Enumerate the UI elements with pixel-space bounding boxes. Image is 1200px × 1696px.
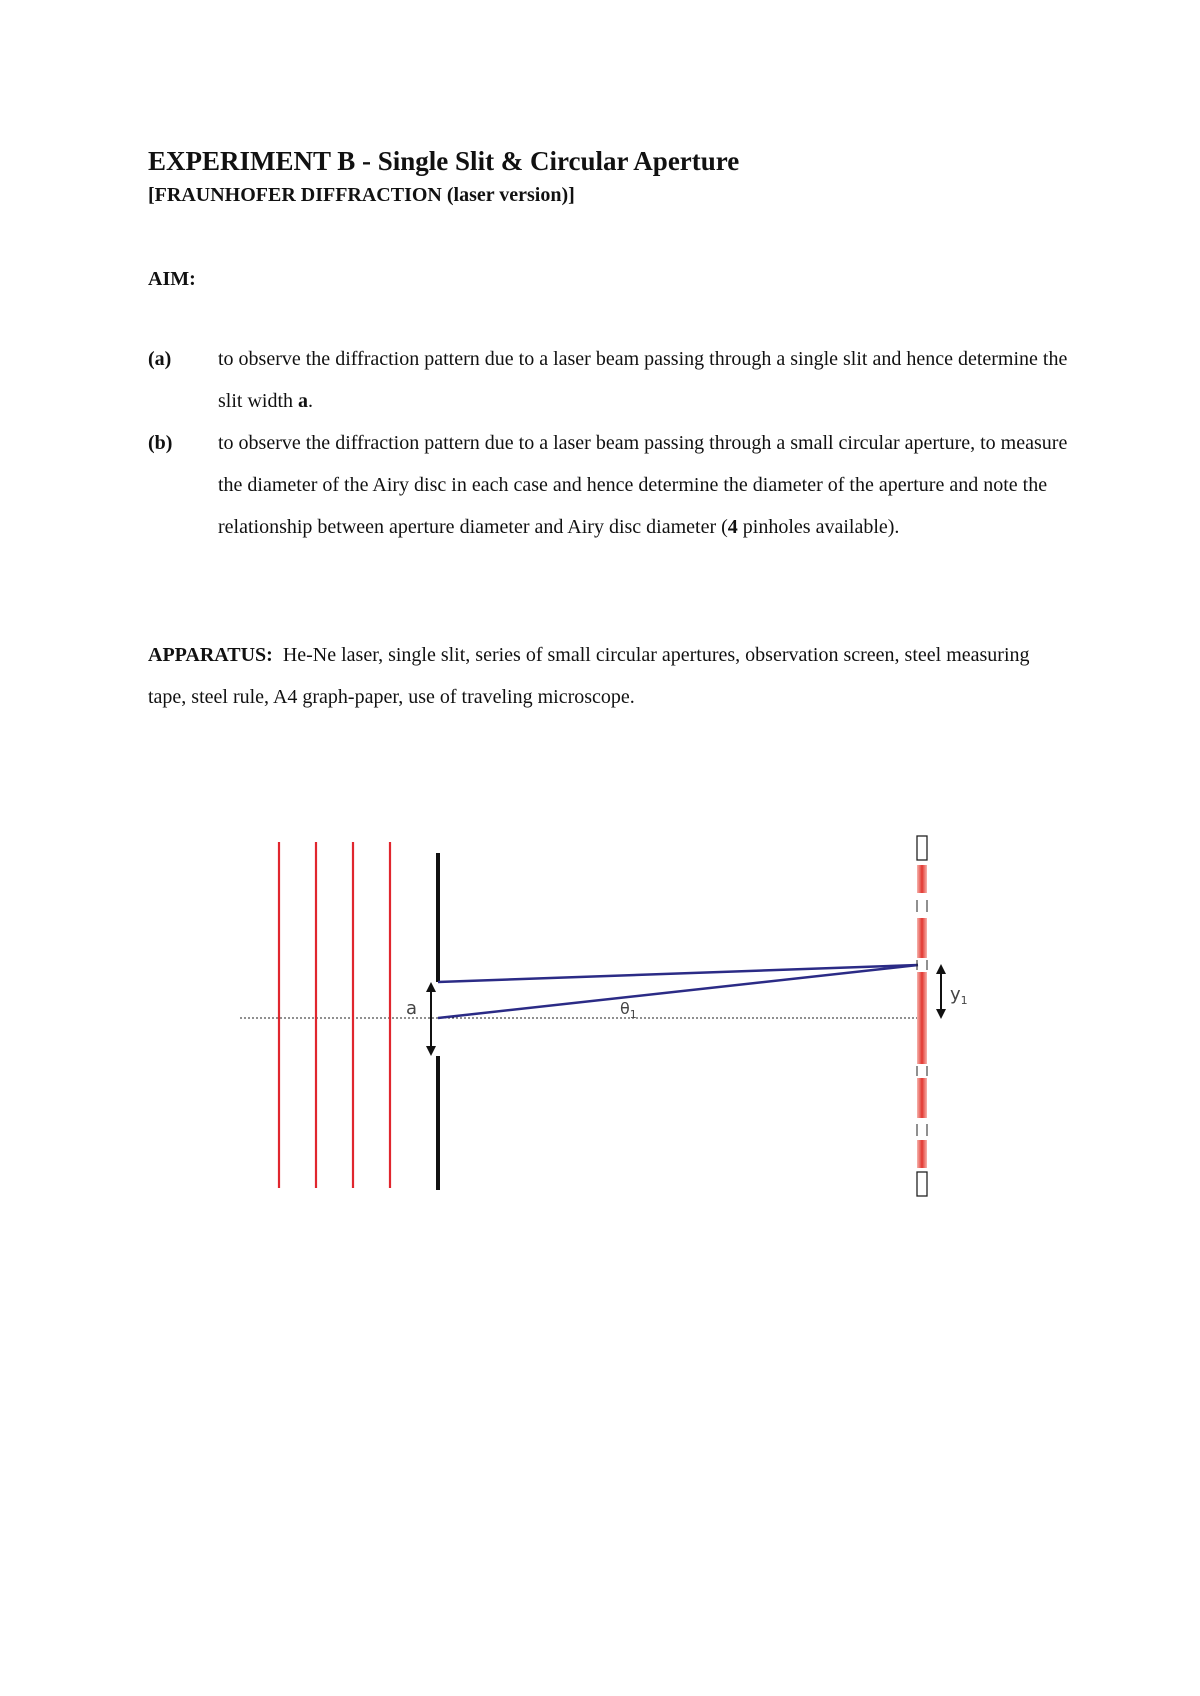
aim-item-a-label: (a) — [148, 348, 172, 370]
fringe-distance-label-sub: 1 — [960, 994, 968, 1007]
fringe-distance-label — [950, 984, 968, 1007]
aim-heading: AIM: — [148, 268, 196, 290]
fringe-secondary — [917, 865, 927, 893]
aim-item-b-bold: 4 — [727, 516, 738, 538]
slit-width-arrow — [426, 982, 436, 1056]
wavefronts — [279, 842, 390, 1188]
observation-screen — [917, 836, 927, 1196]
apparatus-heading: APPARATUS: — [148, 644, 273, 666]
angle-label-sub: 1 — [629, 1008, 637, 1021]
angle-label — [620, 999, 637, 1021]
fringe-distance-arrow — [936, 964, 946, 1019]
aim-item-a-text-part1: to observe the diffraction pattern due to a laser beam passing through a single slit and hence determine the slit width — [218, 348, 1068, 412]
screen-end-top — [917, 836, 927, 860]
aim-item-b-text-part2: pinholes available). — [737, 516, 900, 538]
fringe-distance-label-y: y — [950, 984, 961, 1005]
screen-end-bottom — [917, 1172, 927, 1196]
aim-item-a-text — [218, 338, 1068, 422]
aim-item-a-bold: a — [298, 390, 309, 412]
aim-item-b-label: (b) — [148, 432, 173, 454]
diffraction-diagram — [0, 820, 1200, 1240]
fringe-first-order — [917, 1078, 927, 1118]
page-subtitle: [FRAUNHOFER DIFFRACTION (laser version)] — [148, 184, 575, 206]
aim-item-a-text-part2: . — [308, 390, 314, 412]
fringe-first-order — [917, 918, 927, 958]
fringe-central-maximum — [917, 972, 927, 1064]
aim-item-b-text-part1: to observe the diffraction pattern due to a laser beam passing through a small circular aperture, to measure the diameter of the Airy disc in each case and hence determine the diameter of the aperture and note the relationship between aperture diameter and Airy disc diameter ( — [218, 432, 1068, 538]
apparatus-text: He-Ne laser, single slit, series of small circular apertures, observation screen, steel measuring tape, steel rule, A4 graph-paper, use of traveling microscope. — [148, 644, 1030, 708]
slit-width-label: a — [406, 998, 418, 1019]
page-title: EXPERIMENT B - Single Slit & Circular Aperture — [148, 146, 740, 176]
aim-item-b-text — [218, 422, 1068, 548]
fringe-secondary — [917, 1140, 927, 1168]
angle-label-theta: θ — [620, 999, 630, 1018]
apparatus-paragraph — [148, 634, 1048, 718]
